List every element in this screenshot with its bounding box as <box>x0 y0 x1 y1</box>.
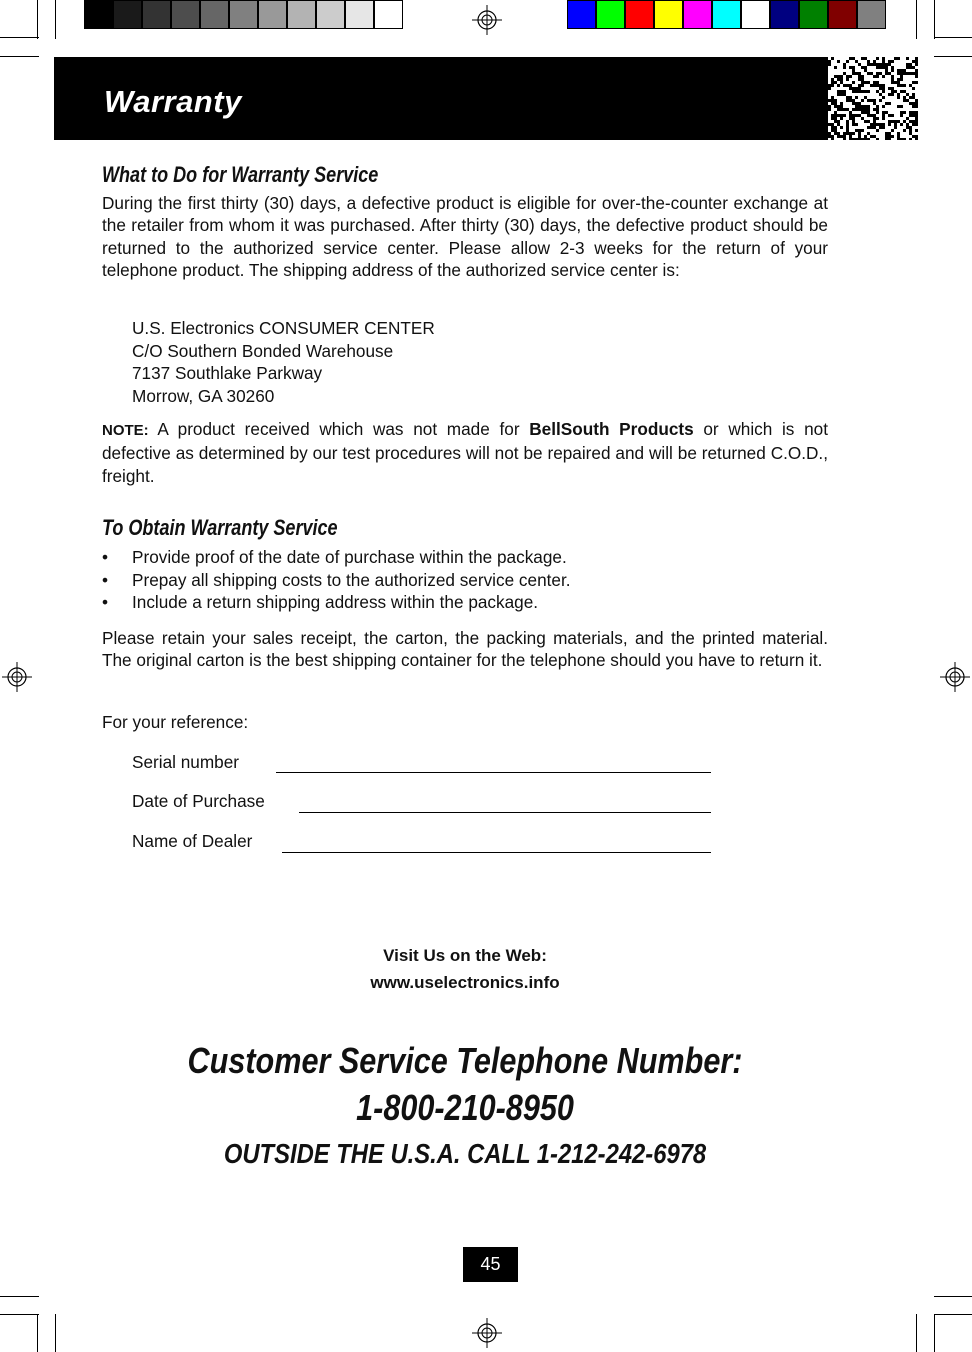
color-swatch <box>596 0 625 29</box>
registration-target-icon <box>472 1318 502 1348</box>
note-pre: A product received which was not made for <box>148 419 530 439</box>
page-number: 45 <box>463 1247 518 1282</box>
list-item: • Prepay all shipping costs to the authorized service center. <box>102 570 571 590</box>
registration-target-icon <box>472 5 502 35</box>
color-swatch <box>113 0 142 29</box>
page-title: Warranty <box>104 84 242 119</box>
address-line: C/O Southern Bonded Warehouse <box>132 340 394 361</box>
color-swatch <box>84 0 113 29</box>
outside-usa-phone: OUTSIDE THE U.S.A. CALL 1-212-242-6978 <box>223 1138 707 1169</box>
web-url[interactable]: www.uselectronics.info <box>370 973 560 992</box>
crop-mark <box>55 1314 56 1352</box>
crop-mark <box>934 1314 972 1315</box>
service-address <box>132 317 435 407</box>
color-swatch <box>857 0 886 29</box>
name-of-dealer-field[interactable] <box>282 852 711 853</box>
crop-mark <box>0 37 39 38</box>
name-of-dealer-label: Name of Dealer <box>132 831 253 851</box>
registration-target-icon <box>940 662 970 692</box>
crop-mark <box>916 0 917 39</box>
color-swatch <box>625 0 654 29</box>
bullet-point: • <box>102 570 109 590</box>
bullet-point: • <box>102 547 109 567</box>
color-swatch <box>258 0 287 29</box>
warranty-body-text: During the first thirty (30) days, a defective product is eligible for over-the-counter exchange at the retailer from whom it was purchased. After thirty (30) days, the defective product should be returned to the authorized service center. Please allow 2-3 weeks for the return of your telephone product. The shipping address of the authorized service center is: <box>102 193 828 281</box>
crop-mark <box>0 1296 39 1297</box>
color-swatch <box>229 0 258 29</box>
web-label: Visit Us on the Web: <box>383 946 547 965</box>
color-swatch <box>770 0 799 29</box>
date-of-purchase-field[interactable] <box>299 812 711 813</box>
color-swatch <box>567 0 596 29</box>
crop-mark <box>37 0 38 39</box>
note-brand: BellSouth Products <box>529 419 694 439</box>
note-post: or which is not defective as determined by our test procedures will not be repaired and will be returned C.O.D., freight. <box>102 419 828 486</box>
crop-mark <box>934 37 972 38</box>
retain-receipt-text: Please retain your sales receipt, the carton, the packing materials, and the printed material. The original carton is the best shipping container for the telephone should you have to return it. <box>102 628 828 671</box>
crop-mark <box>934 56 972 57</box>
color-swatch <box>345 0 374 29</box>
reference-label: For your reference: <box>102 712 249 732</box>
address-line: U.S. Electronics CONSUMER CENTER <box>132 318 435 338</box>
list-item: • Provide proof of the date of purchase within the package. <box>102 547 567 567</box>
color-swatch <box>287 0 316 29</box>
registration-target-icon <box>2 662 32 692</box>
barcode-pattern-icon <box>828 57 918 140</box>
customer-service-phone: 1-800-210-8950 <box>356 1087 574 1128</box>
grayscale-swatches <box>84 0 403 30</box>
serial-number-field[interactable] <box>276 772 711 773</box>
note-text <box>102 418 828 487</box>
color-swatch <box>654 0 683 29</box>
color-swatch <box>799 0 828 29</box>
color-swatch <box>200 0 229 29</box>
section-heading-warranty-service: What to Do for Warranty Service <box>102 162 379 187</box>
color-swatch <box>316 0 345 29</box>
crop-mark <box>934 1296 972 1297</box>
color-swatch <box>171 0 200 29</box>
customer-service-title: Customer Service Telephone Number: <box>187 1040 743 1081</box>
color-swatch <box>741 0 770 29</box>
list-item: • Include a return shipping address within the package. <box>102 592 539 612</box>
serial-number-label: Serial number <box>132 752 239 772</box>
crop-mark <box>916 1314 917 1352</box>
address-line: 7137 Southlake Parkway <box>132 363 323 383</box>
crop-mark <box>0 1314 39 1315</box>
crop-mark <box>37 1314 38 1352</box>
color-swatch <box>828 0 857 29</box>
color-swatch <box>142 0 171 29</box>
color-swatch <box>683 0 712 29</box>
crop-mark <box>934 1314 935 1352</box>
crop-mark <box>934 0 935 39</box>
note-label: NOTE: <box>102 422 149 439</box>
date-of-purchase-label: Date of Purchase <box>132 791 265 811</box>
color-swatch <box>374 0 403 29</box>
crop-mark <box>0 56 39 57</box>
process-color-swatches <box>567 0 886 30</box>
crop-mark <box>55 0 56 39</box>
section-heading-obtain-service: To Obtain Warranty Service <box>102 515 338 540</box>
color-swatch <box>712 0 741 29</box>
address-line: Morrow, GA 30260 <box>132 385 275 406</box>
bullet-point: • <box>102 592 109 612</box>
